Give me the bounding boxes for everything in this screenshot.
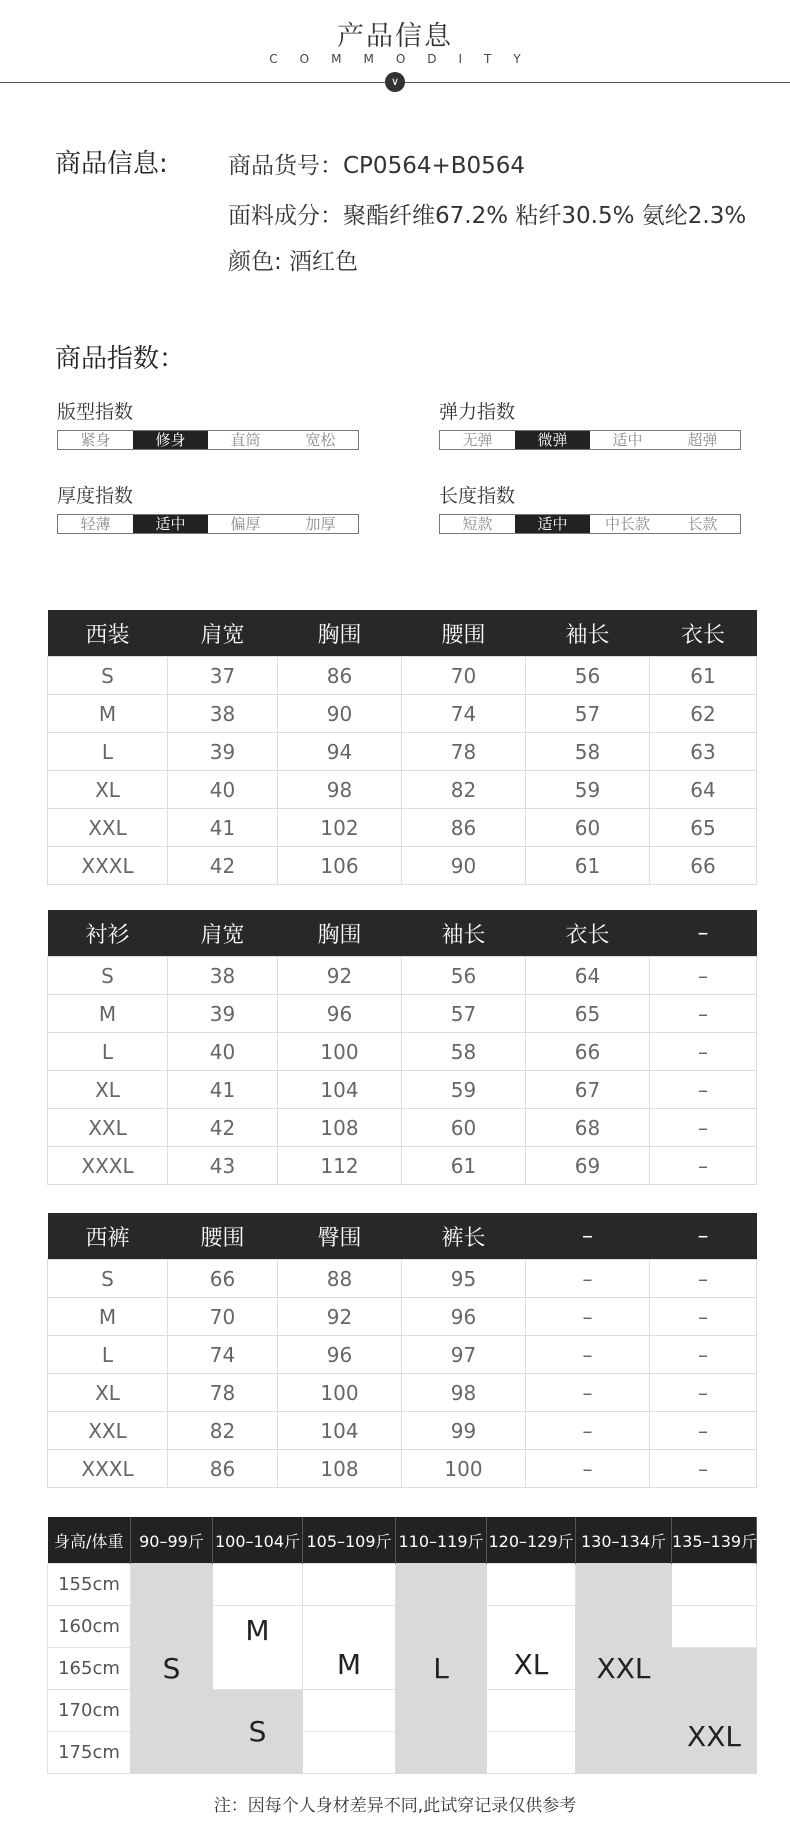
table-row — [48, 847, 757, 885]
index-label: 弹力指数 — [439, 401, 516, 423]
table-cell: 92 — [278, 1298, 402, 1336]
table-cell: 37 — [168, 657, 278, 695]
table-cell: 104 — [278, 1412, 402, 1450]
table-cell: 100 — [278, 1374, 402, 1412]
table-cell: S — [48, 657, 168, 695]
fit-empty-cell — [672, 1564, 757, 1606]
info-heading: 商品信息: — [55, 149, 168, 179]
fit-size-cell: XL — [487, 1606, 576, 1690]
table-cell: 82 — [402, 771, 526, 809]
table-cell: M — [48, 995, 168, 1033]
table-cell: 40 — [168, 1033, 278, 1071]
table-row — [48, 771, 757, 809]
table-cell: M — [48, 695, 168, 733]
fit-size-cell: XXL — [576, 1564, 672, 1774]
table-row — [48, 657, 757, 695]
table-cell: XXL — [48, 809, 168, 847]
fit-size-cell: M — [213, 1606, 303, 1690]
table-cell: 58 — [526, 733, 650, 771]
table-row — [48, 1374, 757, 1412]
index-label: 版型指数 — [57, 401, 134, 423]
table-cell: – — [650, 1071, 757, 1109]
column-header: 袖长 — [402, 910, 526, 957]
table-row — [48, 1147, 757, 1185]
height-cell: 170cm — [48, 1690, 131, 1732]
index-option: 直筒 — [230, 431, 261, 449]
column-header: – — [650, 910, 757, 957]
index-option: 偏厚 — [230, 515, 261, 533]
index-option: 短款 — [462, 515, 493, 533]
table-cell: 74 — [168, 1336, 278, 1374]
color: 颜色: 酒红色 — [228, 249, 359, 275]
weight-range-header: 105–109斤 — [303, 1517, 396, 1564]
item-number: 商品货号：CP0564+B0564 — [228, 153, 526, 179]
table-cell: 112 — [278, 1147, 402, 1185]
table-cell: – — [526, 1298, 650, 1336]
column-header: 腰围 — [168, 1213, 278, 1260]
index-option: 加厚 — [305, 515, 336, 533]
suit-size-table — [47, 610, 757, 885]
table-cell: – — [650, 1033, 757, 1071]
table-cell: XXXL — [48, 1147, 168, 1185]
fit-size-cell: S — [131, 1564, 213, 1774]
table-cell: 67 — [526, 1071, 650, 1109]
shirt-size-table — [47, 910, 757, 1185]
fit-chart — [47, 1517, 757, 1774]
column-header: 衬衫 — [48, 910, 168, 957]
table-cell: 82 — [168, 1412, 278, 1450]
table-cell: 39 — [168, 733, 278, 771]
fit-empty-cell — [213, 1564, 303, 1606]
table-cell: 41 — [168, 809, 278, 847]
table-cell: 74 — [402, 695, 526, 733]
table-cell: 57 — [402, 995, 526, 1033]
table-cell: – — [650, 1109, 757, 1147]
table-cell: 86 — [402, 809, 526, 847]
column-header: 西装 — [48, 610, 168, 657]
index-label: 长度指数 — [439, 485, 516, 507]
index-option-selected: 适中 — [515, 515, 590, 533]
table-cell: 100 — [402, 1450, 526, 1488]
table-cell: 99 — [402, 1412, 526, 1450]
weight-range-header: 110–119斤 — [396, 1517, 487, 1564]
table-cell: 108 — [278, 1109, 402, 1147]
table-cell: 64 — [526, 957, 650, 995]
table-cell: XL — [48, 1374, 168, 1412]
table-cell: XL — [48, 1071, 168, 1109]
chevron-down-icon: ∨ — [385, 72, 405, 92]
fit-empty-cell — [303, 1564, 396, 1606]
table-cell: – — [526, 1450, 650, 1488]
index-option-selected: 适中 — [133, 515, 208, 533]
table-row — [48, 1336, 757, 1374]
table-cell: XL — [48, 771, 168, 809]
fit-size-cell: L — [396, 1564, 487, 1774]
table-cell: L — [48, 733, 168, 771]
table-cell: – — [650, 1298, 757, 1336]
fit-empty-cell — [672, 1606, 757, 1648]
table-cell: 69 — [526, 1147, 650, 1185]
table-cell: 63 — [650, 733, 757, 771]
index-option: 超弹 — [687, 431, 718, 449]
fit-empty-cell — [487, 1732, 576, 1774]
table-row — [48, 1260, 757, 1298]
table-row — [48, 1412, 757, 1450]
weight-range-header: 135–139斤 — [672, 1517, 757, 1564]
table-cell: 38 — [168, 957, 278, 995]
table-cell: – — [650, 1147, 757, 1185]
column-header: 裤长 — [402, 1213, 526, 1260]
column-header: 肩宽 — [168, 610, 278, 657]
table-cell: 96 — [278, 1336, 402, 1374]
table-cell: 90 — [278, 695, 402, 733]
index-option-selected: 修身 — [133, 431, 208, 449]
table-cell: XXL — [48, 1412, 168, 1450]
height-cell: 165cm — [48, 1648, 131, 1690]
index-option: 紧身 — [80, 431, 111, 449]
table-cell: 90 — [402, 847, 526, 885]
height-weight-header: 身高/体重 — [48, 1517, 131, 1564]
index-option: 宽松 — [305, 431, 336, 449]
column-header: 胸围 — [278, 910, 402, 957]
table-cell: S — [48, 1260, 168, 1298]
index-option: 适中 — [612, 431, 643, 449]
index-label: 厚度指数 — [57, 485, 134, 507]
weight-range-header: 120–129斤 — [487, 1517, 576, 1564]
table-cell: – — [650, 1336, 757, 1374]
column-header: 腰围 — [402, 610, 526, 657]
index-scale — [439, 514, 741, 534]
index-heading: 商品指数： — [55, 344, 186, 374]
table-cell: L — [48, 1336, 168, 1374]
table-cell: 61 — [402, 1147, 526, 1185]
table-cell: 95 — [402, 1260, 526, 1298]
table-cell: 59 — [526, 771, 650, 809]
table-cell: 70 — [168, 1298, 278, 1336]
trousers-size-table — [47, 1213, 757, 1488]
fit-empty-cell — [303, 1690, 396, 1732]
fit-empty-cell — [487, 1564, 576, 1606]
table-cell: – — [526, 1412, 650, 1450]
table-cell: 66 — [526, 1033, 650, 1071]
table-cell: 57 — [526, 695, 650, 733]
table-cell: 61 — [526, 847, 650, 885]
column-header: 西裤 — [48, 1213, 168, 1260]
table-row — [48, 995, 757, 1033]
table-cell: 102 — [278, 809, 402, 847]
table-cell: 65 — [650, 809, 757, 847]
table-cell: 65 — [526, 995, 650, 1033]
table-cell: 98 — [278, 771, 402, 809]
table-cell: 92 — [278, 957, 402, 995]
table-cell: – — [650, 957, 757, 995]
fit-size-cell: M — [303, 1606, 396, 1690]
table-cell: – — [526, 1260, 650, 1298]
column-header: 衣长 — [650, 610, 757, 657]
table-cell: 96 — [278, 995, 402, 1033]
height-cell: 175cm — [48, 1732, 131, 1774]
page-subtitle: COMMODITY — [269, 52, 543, 66]
fit-size-cell: XXL — [672, 1648, 757, 1774]
table-cell: 94 — [278, 733, 402, 771]
table-cell: 39 — [168, 995, 278, 1033]
index-option: 中长款 — [604, 515, 650, 533]
table-row — [48, 957, 757, 995]
table-cell: XXXL — [48, 847, 168, 885]
index-option: 长款 — [687, 515, 718, 533]
table-row — [48, 1071, 757, 1109]
table-cell: 66 — [650, 847, 757, 885]
disclaimer-note: 注：因每个人身材差异不同,此试穿记录仅供参考 — [213, 1796, 577, 1816]
table-row — [48, 1450, 757, 1488]
table-cell: – — [650, 1260, 757, 1298]
fit-empty-cell — [487, 1690, 576, 1732]
table-cell: 60 — [402, 1109, 526, 1147]
column-header: 衣长 — [526, 910, 650, 957]
table-cell: 56 — [402, 957, 526, 995]
table-cell: 56 — [526, 657, 650, 695]
table-cell: 86 — [168, 1450, 278, 1488]
table-cell: – — [650, 1450, 757, 1488]
table-cell: 40 — [168, 771, 278, 809]
table-cell: 104 — [278, 1071, 402, 1109]
index-scale — [57, 514, 359, 534]
table-row — [48, 809, 757, 847]
table-cell: 61 — [650, 657, 757, 695]
table-cell: 88 — [278, 1260, 402, 1298]
table-cell: 106 — [278, 847, 402, 885]
table-cell: 78 — [168, 1374, 278, 1412]
index-option: 无弹 — [462, 431, 493, 449]
page-title: 产品信息 — [337, 21, 453, 52]
table-cell: 60 — [526, 809, 650, 847]
table-cell: 68 — [526, 1109, 650, 1147]
table-cell: 66 — [168, 1260, 278, 1298]
height-cell: 160cm — [48, 1606, 131, 1648]
weight-range-header: 130–134斤 — [576, 1517, 672, 1564]
table-row — [48, 695, 757, 733]
table-cell: 41 — [168, 1071, 278, 1109]
table-row — [48, 1109, 757, 1147]
table-cell: – — [650, 1374, 757, 1412]
weight-range-header: 90–99斤 — [131, 1517, 213, 1564]
table-cell: 97 — [402, 1336, 526, 1374]
weight-range-header: 100–104斤 — [213, 1517, 303, 1564]
table-cell: M — [48, 1298, 168, 1336]
table-cell: L — [48, 1033, 168, 1071]
table-cell: 62 — [650, 695, 757, 733]
table-cell: 43 — [168, 1147, 278, 1185]
table-row — [48, 1033, 757, 1071]
table-cell: 42 — [168, 847, 278, 885]
table-cell: 70 — [402, 657, 526, 695]
table-cell: – — [526, 1374, 650, 1412]
table-cell: 42 — [168, 1109, 278, 1147]
index-scale — [439, 430, 741, 450]
index-option: 轻薄 — [80, 515, 111, 533]
table-row — [48, 1298, 757, 1336]
table-cell: 58 — [402, 1033, 526, 1071]
table-cell: XXL — [48, 1109, 168, 1147]
fabric-composition: 面料成分：聚酯纤维67.2% 粘纤30.5% 氨纶2.3% — [228, 203, 747, 229]
index-scale — [57, 430, 359, 450]
table-row — [48, 733, 757, 771]
column-header: 肩宽 — [168, 910, 278, 957]
table-cell: 59 — [402, 1071, 526, 1109]
table-cell: S — [48, 957, 168, 995]
column-header: – — [526, 1213, 650, 1260]
table-cell: XXXL — [48, 1450, 168, 1488]
table-cell: 108 — [278, 1450, 402, 1488]
fit-size-cell: S — [213, 1690, 303, 1774]
table-cell: – — [650, 1412, 757, 1450]
table-cell: 64 — [650, 771, 757, 809]
table-cell: – — [526, 1336, 650, 1374]
table-cell: 86 — [278, 657, 402, 695]
table-cell: 78 — [402, 733, 526, 771]
table-cell: 100 — [278, 1033, 402, 1071]
column-header: 臀围 — [278, 1213, 402, 1260]
table-cell: 96 — [402, 1298, 526, 1336]
column-header: 胸围 — [278, 610, 402, 657]
fit-empty-cell — [303, 1732, 396, 1774]
table-cell: 38 — [168, 695, 278, 733]
table-cell: – — [650, 995, 757, 1033]
index-option-selected: 微弹 — [515, 431, 590, 449]
column-header: – — [650, 1213, 757, 1260]
table-cell: 98 — [402, 1374, 526, 1412]
height-cell: 155cm — [48, 1564, 131, 1606]
column-header: 袖长 — [526, 610, 650, 657]
